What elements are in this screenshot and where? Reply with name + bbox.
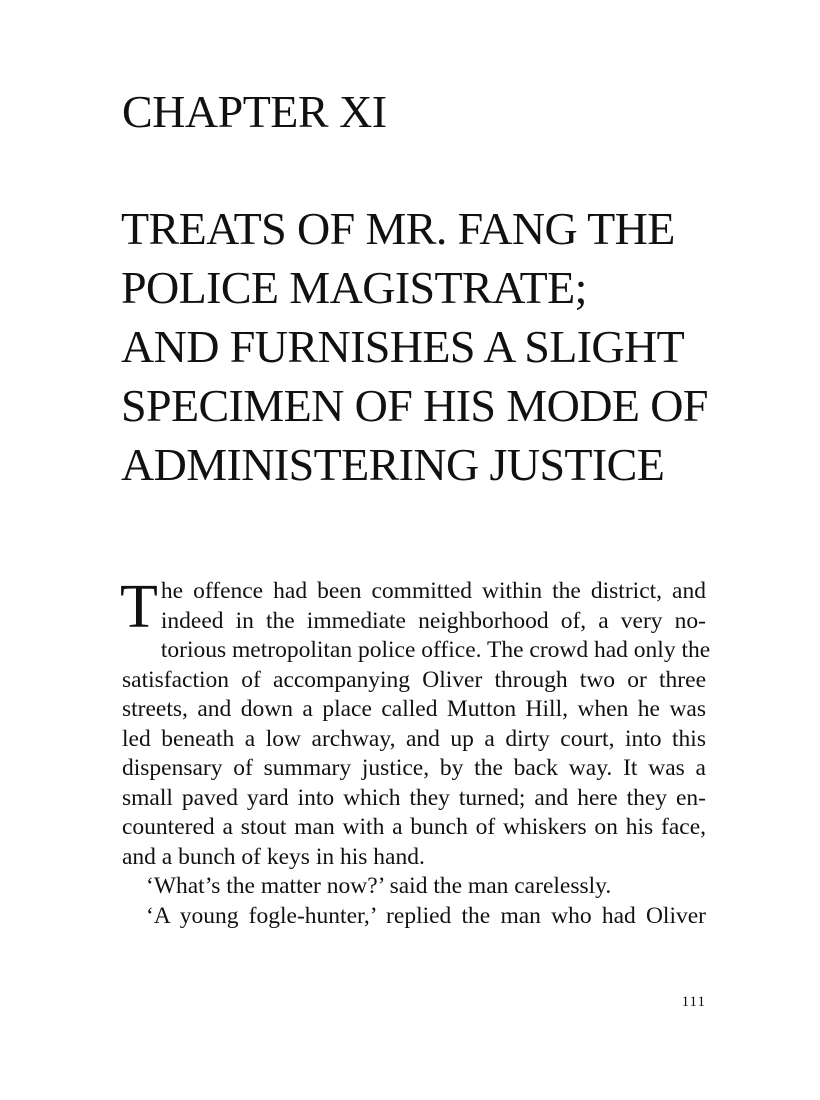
text-line: streets, and down a place called Mutton Hill, when he was [122, 696, 706, 722]
paragraph-3: ‘A young fogle-hunter,’ replied the man who had Oliver [146, 902, 706, 929]
text-line: small paved yard into which they turned; and here they en- [122, 784, 706, 811]
text-line: he offence had been committed within the district, and [160, 578, 706, 604]
chapter-title-line: AND FURNISHES A SLIGHT [121, 321, 685, 372]
text-line: dispensary of summary justice, by the back way. It was a [122, 755, 706, 781]
text-line: led beneath a low archway, and up a dirty court, into this [122, 725, 706, 752]
chapter-title [121, 199, 708, 494]
text-line: indeed in the immediate neighborhood of, a very no- [160, 607, 706, 634]
drop-cap: T [120, 573, 158, 641]
text-line: torious metropolitan police office. The crowd had only the [160, 637, 711, 663]
chapter-title-line: TREATS OF MR. FANG THE [121, 203, 675, 254]
chapter-title-line: ADMINISTERING JUSTICE [121, 439, 665, 490]
chapter-title-line: SPECIMEN OF HIS MODE OF [121, 380, 708, 431]
page-number: 111 [681, 994, 706, 1010]
paragraph-1 [120, 573, 711, 872]
text-line: satisfaction of accompanying Oliver through two or three [122, 666, 706, 693]
chapter-title-line: POLICE MAGISTRATE; [121, 262, 587, 313]
body-text [120, 573, 711, 931]
paragraph-2: ‘What’s the matter now?’ said the man carelessly. [146, 873, 612, 899]
chapter-number: CHAPTER XI [122, 86, 387, 137]
text-line: and a bunch of keys in his hand. [122, 843, 425, 870]
text-line: countered a stout man with a bunch of whiskers on his face, [122, 814, 706, 840]
